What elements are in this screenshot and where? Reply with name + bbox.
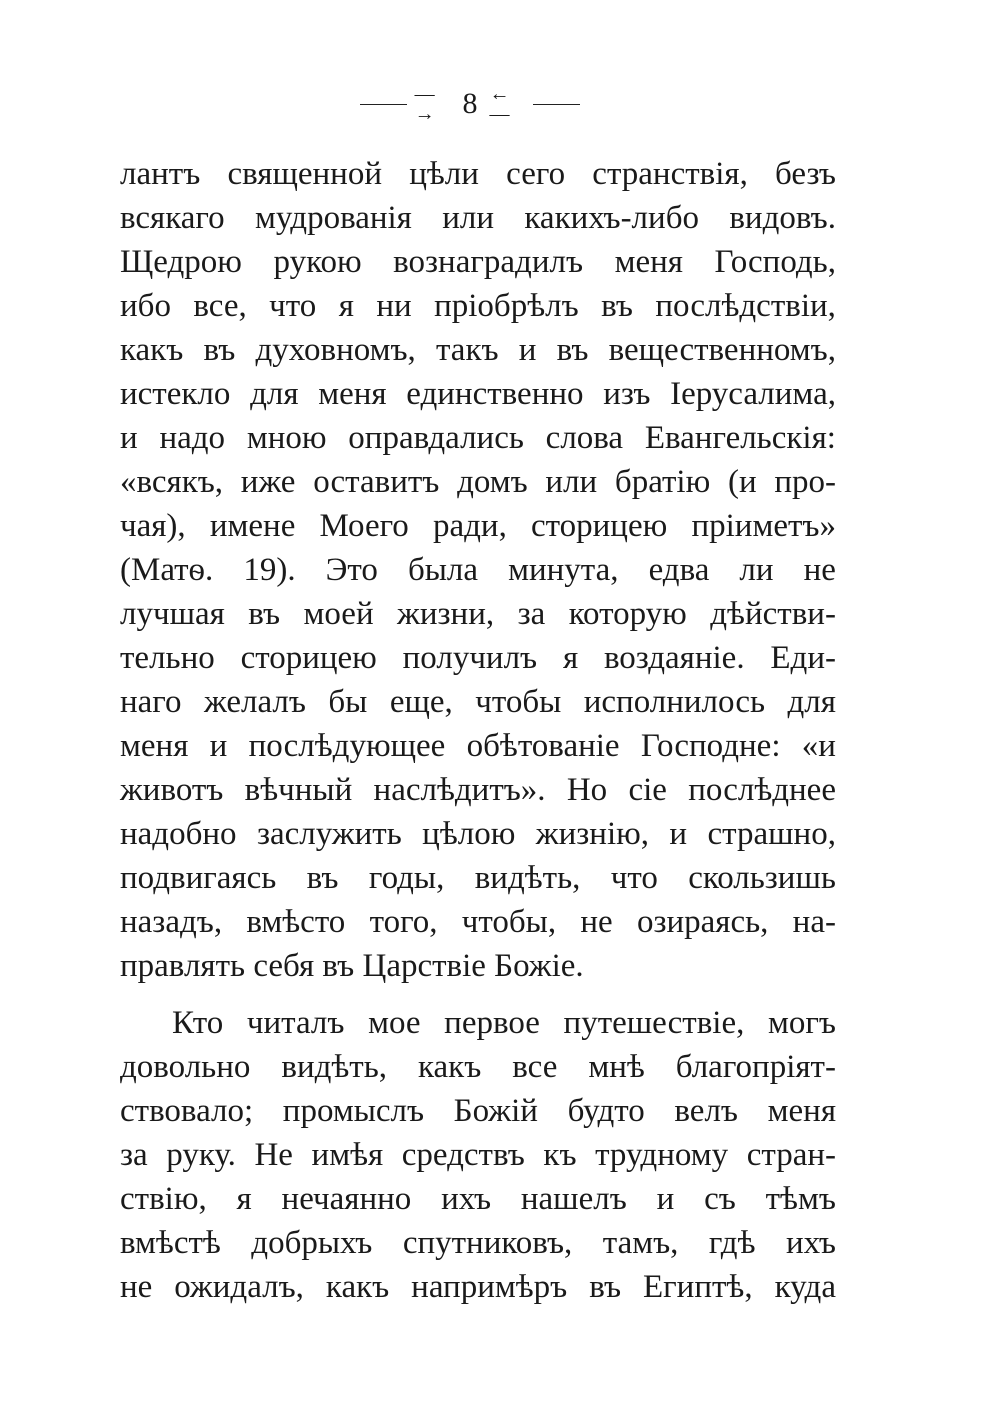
word: къ (543, 1137, 577, 1173)
word: цѣлою (422, 816, 516, 852)
text-line (120, 812, 836, 856)
word: тамъ, (602, 1225, 679, 1261)
word: Щедрою (120, 244, 242, 280)
word: въ (601, 288, 633, 324)
word: и (518, 332, 537, 368)
word: про- (774, 464, 836, 500)
word: Не (254, 1137, 293, 1173)
word: или (545, 464, 598, 500)
word: промыслъ (282, 1093, 425, 1129)
word: Кто (172, 1005, 224, 1041)
word: дѣйстви- (710, 596, 836, 632)
text-line: правлять себя въ Царствіе Божіе. (120, 948, 584, 984)
word: того, (369, 904, 438, 940)
word: наслѣдитъ». (373, 772, 546, 808)
word: все, (193, 288, 247, 324)
word: духовномъ, (255, 332, 416, 368)
word: надо (159, 420, 226, 456)
word: Іерусалима, (670, 376, 836, 412)
word: едва (648, 552, 710, 588)
word: мною (246, 420, 327, 456)
word: цѣли (409, 156, 479, 192)
word: странствія, (592, 156, 748, 192)
word: единственно (406, 376, 584, 412)
word: лучшая (120, 596, 225, 632)
word: чтобы (475, 684, 562, 720)
word: гдѣ (708, 1225, 756, 1261)
left-rule (360, 104, 407, 105)
word: мнѣ (588, 1049, 645, 1085)
word: какихъ-либо (524, 200, 699, 236)
word: Моего (319, 508, 409, 544)
word: годы, (368, 860, 445, 896)
word: ствовало; (120, 1093, 254, 1129)
word: какъ (325, 1269, 390, 1305)
word: оставитъ (313, 464, 440, 500)
word: скользишь (688, 860, 836, 896)
word: все (512, 1049, 558, 1085)
text-line (120, 1001, 836, 1045)
word: ствію, (120, 1181, 207, 1217)
word: 19). (243, 552, 296, 588)
word: вѣчный (244, 772, 353, 808)
word: имене (209, 508, 296, 544)
word: Господне: (640, 728, 781, 764)
word: я (236, 1181, 252, 1217)
word: меня (120, 728, 189, 764)
right-arrow-ornament-icon: —→ (414, 83, 435, 125)
text-line (120, 196, 836, 240)
word: животъ (120, 772, 224, 808)
text-line (120, 460, 836, 504)
text-line (120, 1177, 836, 1221)
word: и (209, 728, 228, 764)
text-line (120, 900, 836, 944)
word: (Матѳ. (120, 552, 214, 588)
word: ихъ (441, 1181, 492, 1217)
word: нашелъ (520, 1181, 627, 1217)
word: за (120, 1137, 148, 1173)
text-line (120, 1089, 836, 1133)
right-rule (533, 104, 580, 105)
word: нечаянно (281, 1181, 412, 1217)
word: велъ (674, 1093, 738, 1129)
word: вмѣсто (246, 904, 346, 940)
text-line (120, 328, 836, 372)
word: заслужить (256, 816, 402, 852)
word: братію (614, 464, 711, 500)
word: въ (589, 1269, 622, 1305)
word: жизнію, (535, 816, 650, 852)
word: не (120, 1269, 153, 1305)
text-line (120, 240, 836, 284)
word: добрыхъ (251, 1225, 373, 1261)
word: въ (203, 332, 236, 368)
word: читалъ (246, 1005, 345, 1041)
word: видѣть, (474, 860, 581, 896)
word: пріобрѣлъ (434, 288, 579, 324)
word: спутниковъ, (402, 1225, 573, 1261)
word: я (562, 640, 579, 676)
word: оправдались (348, 420, 524, 456)
word: для (787, 684, 836, 720)
word: мое (368, 1005, 421, 1041)
paragraph (120, 152, 836, 988)
word: чтобы, (461, 904, 557, 940)
text-line (120, 284, 836, 328)
word: надобно (120, 816, 237, 852)
word: ни (376, 288, 412, 324)
word: въ (248, 596, 281, 632)
word: иже (240, 464, 296, 500)
text-line (120, 372, 836, 416)
word: имѣя (311, 1137, 384, 1173)
word: и (669, 816, 688, 852)
word: изъ (603, 376, 651, 412)
word: тѣмъ (765, 1181, 836, 1217)
word: могъ (768, 1005, 836, 1041)
word: вмѣстѣ (120, 1225, 221, 1261)
text-line (120, 592, 836, 636)
word: пріиметъ» (691, 508, 836, 544)
word: сторицею (531, 508, 668, 544)
word: для (250, 376, 299, 412)
word: сторицею (240, 640, 377, 676)
word: священной (227, 156, 382, 192)
word: въ (556, 332, 589, 368)
word: еще, (389, 684, 453, 720)
word: первое (444, 1005, 540, 1041)
word: ожидалъ, (174, 1269, 304, 1305)
word: моей (303, 596, 374, 632)
word: воздаяніе. (603, 640, 745, 676)
word: за (517, 596, 546, 632)
word: видѣть, (281, 1049, 388, 1085)
text-line (120, 856, 836, 900)
word: въ (306, 860, 339, 896)
body-text (120, 152, 836, 1309)
text-line (120, 1221, 836, 1265)
word: тельно (120, 640, 215, 676)
word: Египтѣ, (642, 1269, 753, 1305)
word: послѣдствіи, (655, 288, 836, 324)
word: и (120, 420, 138, 456)
word: ли (739, 552, 774, 588)
word: какъ (418, 1049, 482, 1085)
page-header (360, 84, 580, 124)
word: руку. (166, 1137, 236, 1173)
word: ихъ (785, 1225, 836, 1261)
word: на- (792, 904, 836, 940)
word: меня (767, 1093, 836, 1129)
text-line (120, 636, 836, 680)
word: послѣдующее (248, 728, 446, 764)
word: и (656, 1181, 675, 1217)
word: довольно (120, 1049, 251, 1085)
word: Но (566, 772, 608, 808)
word: не (803, 552, 836, 588)
text-line (120, 416, 836, 460)
text-line (120, 1133, 836, 1177)
word: съ (704, 1181, 736, 1217)
text-line (120, 680, 836, 724)
word: чая), (120, 508, 186, 544)
word: вознаградилъ (393, 244, 584, 280)
word: средствъ (401, 1137, 525, 1173)
word: сіе (628, 772, 667, 808)
word: минута, (508, 552, 619, 588)
word: путешествіе, (563, 1005, 745, 1041)
text-line (120, 1045, 836, 1089)
word: всякаго (120, 200, 225, 236)
word: ради, (432, 508, 507, 544)
text-line (120, 152, 836, 196)
word: безъ (775, 156, 836, 192)
word: «всякъ, (120, 464, 224, 500)
word: озираясь, (636, 904, 769, 940)
word: что (610, 860, 658, 896)
word: будто (567, 1093, 645, 1129)
word: подвигаясь (120, 860, 277, 896)
text-line (120, 724, 836, 768)
text-line (120, 768, 836, 812)
word: «и (801, 728, 836, 764)
word: которую (568, 596, 687, 632)
word: Это (325, 552, 378, 588)
word: стран- (746, 1137, 836, 1173)
word: мудрованія (254, 200, 412, 236)
word: послѣднее (688, 772, 836, 808)
word: лантъ (120, 156, 201, 192)
word: видовъ. (729, 200, 836, 236)
word: Евангельскія: (644, 420, 836, 456)
word: я (338, 288, 354, 324)
word: или (442, 200, 495, 236)
word: что (269, 288, 317, 324)
word: жизни, (397, 596, 495, 632)
text-line (120, 548, 836, 592)
word: не (580, 904, 613, 940)
word: назадъ, (120, 904, 223, 940)
word: Божій (453, 1093, 538, 1129)
word: получилъ (402, 640, 538, 676)
word: истекло (120, 376, 231, 412)
word: какъ (120, 332, 184, 368)
word: Господь, (714, 244, 836, 280)
word: была (407, 552, 479, 588)
page-number: 8 (462, 87, 478, 120)
word: наго (120, 684, 182, 720)
word: бы (328, 684, 368, 720)
word: такъ (435, 332, 499, 368)
word: домъ (457, 464, 528, 500)
paragraph (120, 1001, 836, 1309)
word: трудному (595, 1137, 729, 1173)
word: желалъ (203, 684, 306, 720)
word: напримѣръ (411, 1269, 568, 1305)
word: меня (614, 244, 683, 280)
word: Еди- (770, 640, 836, 676)
word: слова (545, 420, 624, 456)
word: (и (727, 464, 757, 500)
text-line (120, 504, 836, 548)
word: ибо (120, 288, 171, 324)
left-arrow-ornament-icon: ←— (489, 83, 510, 125)
word: страшно, (707, 816, 836, 852)
word: обѣтованіе (466, 728, 620, 764)
text-line (120, 1265, 836, 1309)
word: исполнилось (583, 684, 766, 720)
word: рукою (273, 244, 362, 280)
word: сего (506, 156, 566, 192)
word: вещественномъ, (608, 332, 836, 368)
word: меня (318, 376, 387, 412)
word: благопріят- (675, 1049, 836, 1085)
word: куда (774, 1269, 836, 1305)
